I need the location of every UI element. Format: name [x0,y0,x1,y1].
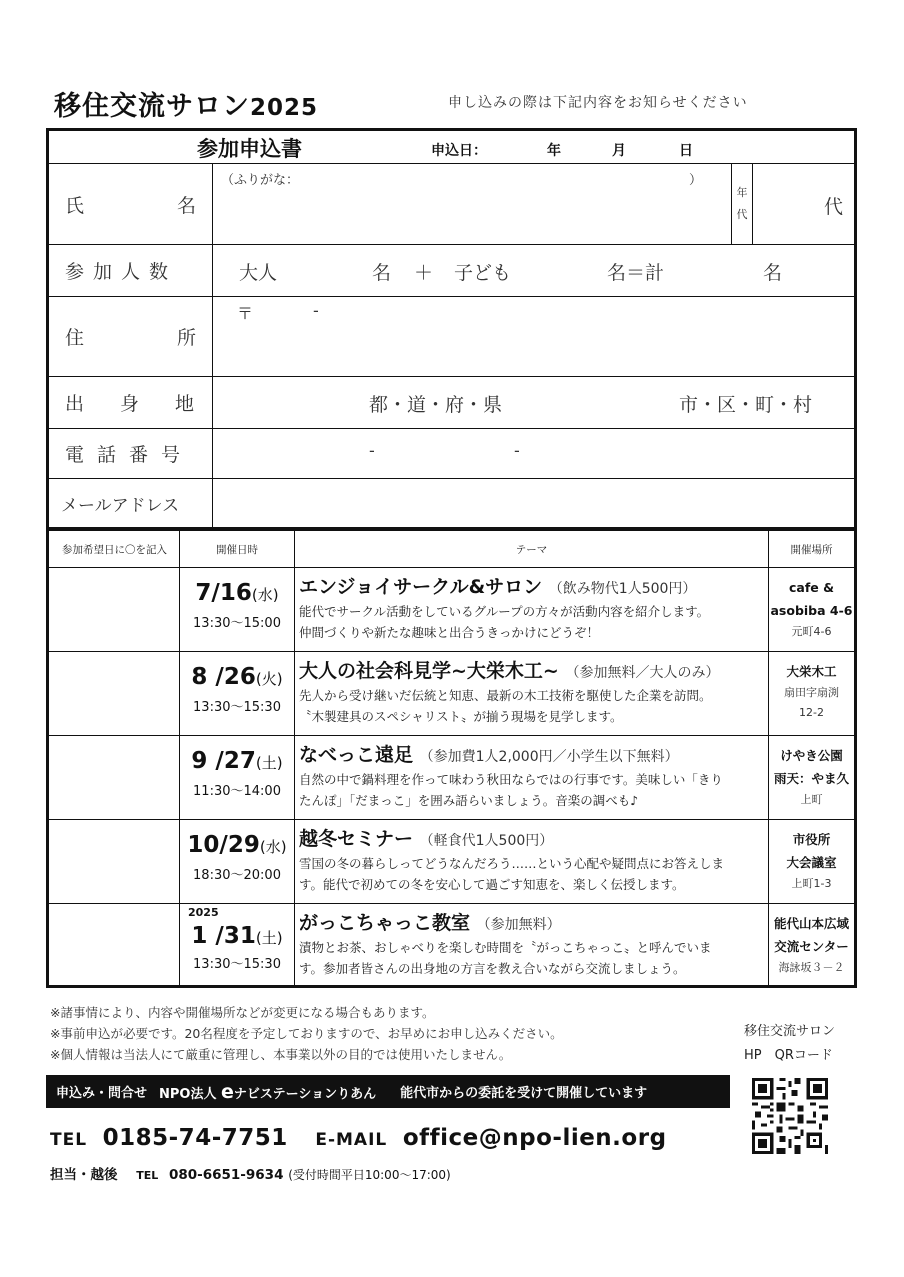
furigana-close: ） [689,173,703,188]
event-row[interactable] [49,568,854,652]
event-theme: エンジョイサークル&サロン （飲み物代1人500円） 能代でサークル活動をしているグループの方々が活動内容を紹介します。 仲間づくりや新たな趣味と出合うきっかけにどうぞ！ [299,576,710,640]
event-theme: なべっこ遠足 （参加費1人2,000円／小学生以下無料） 自然の中で鍋料理を作って味わう秋田ならではの行事です。美味しい「きり たんぽ」「だまっこ」を囲み語らいましょう。音楽の調べも♪ [299,744,723,808]
qr-code-icon[interactable] [752,1078,828,1154]
event-date: 8 /26(火) 13:30～15:30 [191,664,283,715]
month-label: 月 [612,143,626,159]
event-place: 大栄木工 扇田字扇渕 12-2 [784,664,839,719]
contact-bar-label: 申込み・問合せ [56,1086,148,1101]
event-place: 市役所 大会議室 上町1-3 [786,832,837,890]
total-label: 名＝計 [607,262,665,284]
attend-check-cell[interactable] [49,820,179,903]
address-row[interactable] [49,297,854,377]
notes: ※諸事情により、内容や開催場所などが変更になる場合もあります。 ※事前申込が必要です。20名程度を予定しておりますので、お早めにお申し込みください。 ※個人情報は当法人にて厳重に管理し、本事業以外の目的では使用いたしません。 [50,1005,563,1062]
day-label: 日 [679,143,693,159]
participants-label: 参加人数 [49,245,213,296]
hometown-row[interactable] [49,377,854,429]
postal-mark: 〒 [237,304,254,323]
event-place: 能代山本広域 交流センター 海詠坂３－２ [773,916,849,974]
hp-qr-caption: 移住交流サロン HP QRコード [744,1024,836,1063]
age-label: 年 代 [731,164,753,244]
event-date: 7/16(水) 13:30～15:00 [193,580,281,631]
col-header-check: 参加希望日に〇を記入 [49,531,180,568]
email-label-footer: E-MAIL [315,1130,388,1150]
event-theme: 大人の社会科見学~大栄木工~ （参加無料／大人のみ） 先人から受け継いだ伝統と知恵、最新の木工技術を駆使した企業を訪問。 〝木製建具のスペシャリスト〟が揃う現場を見学します。 [299,660,720,724]
event-theme: がっこちゃっこ教室 （参加無料） 漬物とお茶、おしゃべりを楽しむ時間を〝がっこちゃっこ〟と呼んでいま す。参加者皆さんの出身地の方言を教え合いながら交流しましょう。 [299,912,712,976]
organization-name: NPO法人 eナビステーションりあん [159,1080,377,1103]
application-date-label: 申込日： [431,143,487,159]
phone-dash-1: - [369,441,375,460]
event-date: 10/29(水) 18:30～20:00 [187,832,287,883]
staff-tel[interactable]: 080-6651-9634 [168,1167,284,1183]
contact-info [50,1125,667,1151]
event-row[interactable] [49,820,854,904]
phone-row[interactable] [49,429,854,479]
email-row[interactable] [49,479,854,527]
address-label: 住 所 [49,297,213,376]
name-row[interactable] [49,164,854,245]
postal-dash: - [313,301,319,320]
event-place: けやき公園 雨天：やま久 上町 [773,748,849,806]
event-date: 9 /27(土) 11:30～14:00 [191,748,283,799]
commission-text: 能代市からの委託を受けて開催しています [400,1086,648,1101]
attend-check-cell[interactable] [49,736,179,819]
email-address[interactable]: office@npo-lien.org [402,1125,667,1151]
form-title: 参加申込書 [197,137,302,161]
adults-label: 大人 [239,262,278,284]
furigana-label: （ふりがな： [221,173,300,188]
col-header-place: 開催場所 [769,531,854,568]
event-row[interactable] [49,736,854,820]
page-title: 移住交流サロン2025 [54,91,319,122]
age-suffix: 代 [824,196,844,218]
staff-info: 担当・越後 TEL 080-6651-9634 (受付時間平日10:00～17:00) [50,1167,451,1183]
plus-sign: ＋ [414,262,434,284]
event-row[interactable] [49,652,854,736]
year-label: 年 [547,143,561,159]
phone-dash-2: - [514,441,520,460]
name-label: 氏 名 [49,164,213,244]
application-form [46,128,857,530]
tel-number[interactable]: 0185-74-7751 [102,1125,288,1151]
title-year: 2025 [250,95,319,121]
hometown-label: 出 身 地 [49,377,213,428]
email-label: メールアドレス [49,479,213,527]
form-header [49,131,854,164]
notice-text: 申し込みの際は下記内容をお知らせください [448,95,748,111]
attend-check-cell[interactable] [49,652,179,735]
adults-unit: 名 [372,262,392,284]
event-date: 2025 1 /31(土) 13:30～15:30 [188,906,283,972]
phone-label: 電話番号 [49,429,213,478]
col-header-date: 開催日時 [180,531,294,568]
contact-bar [46,1075,730,1108]
participants-row[interactable] [49,245,854,297]
children-label: 子ども [454,262,512,284]
city-options: 市・区・町・村 [679,394,813,416]
event-row[interactable] [49,904,854,986]
col-header-theme: テーマ [295,531,768,568]
total-unit: 名 [763,262,783,284]
schedule-table [46,530,857,988]
event-theme: 越冬セミナー （軽食代1人500円） 雪国の冬の暮らしってどうなんだろう……という心配や疑問点にお答えしま す。能代で初めての冬を安心して過ごす知恵を、楽しく伝授します。 [299,828,725,892]
event-place: cafe & asobiba 4-6 元町4-6 [770,580,853,638]
tel-label: TEL [50,1130,88,1150]
attend-check-cell[interactable] [49,904,179,986]
prefecture-options: 都・道・府・県 [369,394,503,416]
attend-check-cell[interactable] [49,568,179,651]
